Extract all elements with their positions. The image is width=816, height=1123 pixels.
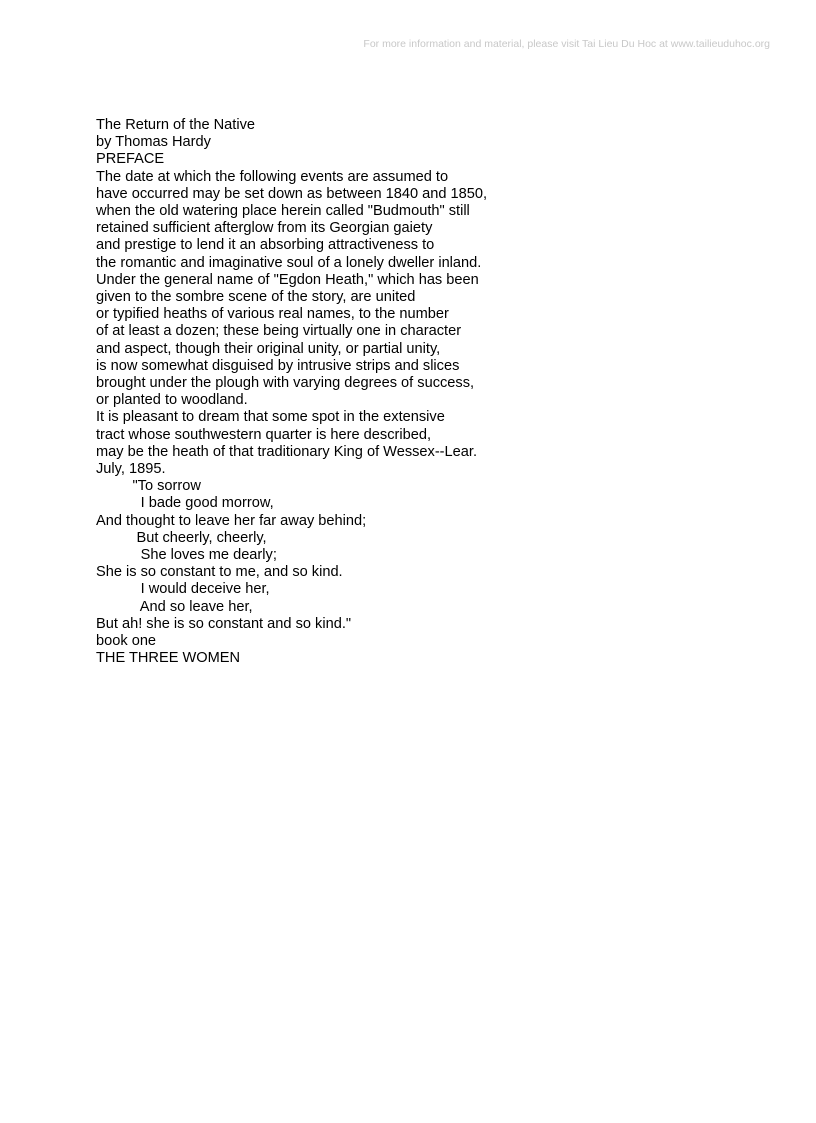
paragraph-line: or planted to woodland. — [96, 392, 248, 409]
paragraph-line: retained sufficient afterglow from its Georgian gaiety — [96, 220, 433, 237]
preface-paragraph-2 — [96, 272, 776, 410]
paragraph-line: and prestige to lend it an absorbing attractiveness to — [96, 237, 435, 254]
paragraph-line: the romantic and imaginative soul of a lonely dweller inland. — [96, 254, 482, 271]
paragraph-line: is now somewhat disguised by intrusive strips and slices — [96, 357, 460, 374]
book-section-title: THE THREE WOMEN — [96, 650, 241, 667]
poem-line: "To sorrow — [96, 478, 201, 495]
preface-date: July, 1895. — [96, 461, 166, 478]
preface-paragraph-1 — [96, 169, 776, 272]
poem-line: I would deceive her, — [96, 581, 270, 598]
poem-line: She loves me dearly; — [96, 547, 277, 564]
paragraph-line: given to the sombre scene of the story, are united — [96, 289, 416, 306]
watermark-text: For more information and material, please visit Tai Lieu Du Hoc at www.tailieuduhoc.org — [363, 38, 770, 50]
author-line: by Thomas Hardy — [96, 134, 211, 151]
paragraph-line: or typified heaths of various real names, to the number — [96, 306, 449, 323]
preface-heading: PREFACE — [96, 151, 165, 168]
poem-line: I bade good morrow, — [96, 495, 274, 512]
paragraph-line: It is pleasant to dream that some spot in the extensive — [96, 409, 445, 426]
paragraph-line: Under the general name of "Egdon Heath," which has been — [96, 271, 479, 288]
document-body — [96, 117, 776, 668]
poem-line: She is so constant to me, and so kind. — [96, 564, 343, 581]
poem-line: But ah! she is so constant and so kind." — [96, 615, 352, 632]
epigraph-poem — [96, 478, 776, 633]
poem-line: And thought to leave her far away behind; — [96, 512, 367, 529]
paragraph-line: tract whose southwestern quarter is here described, — [96, 426, 432, 443]
preface-paragraph-3 — [96, 409, 776, 461]
paragraph-line: and aspect, though their original unity, or partial unity, — [96, 340, 441, 357]
paragraph-line: The date at which the following events are assumed to — [96, 168, 449, 185]
poem-line: And so leave her, — [96, 598, 253, 615]
paragraph-line: may be the heath of that traditionary King of Wessex--Lear. — [96, 443, 477, 460]
paragraph-line: of at least a dozen; these being virtually one in character — [96, 323, 462, 340]
paragraph-line: brought under the plough with varying degrees of success, — [96, 375, 475, 392]
poem-line: But cheerly, cheerly, — [96, 529, 267, 546]
book-label: book one — [96, 633, 157, 650]
paragraph-line: have occurred may be set down as between 1840 and 1850, — [96, 185, 488, 202]
paragraph-line: when the old watering place herein called "Budmouth" still — [96, 203, 470, 220]
book-title: The Return of the Native — [96, 117, 255, 133]
title-block — [96, 117, 776, 151]
